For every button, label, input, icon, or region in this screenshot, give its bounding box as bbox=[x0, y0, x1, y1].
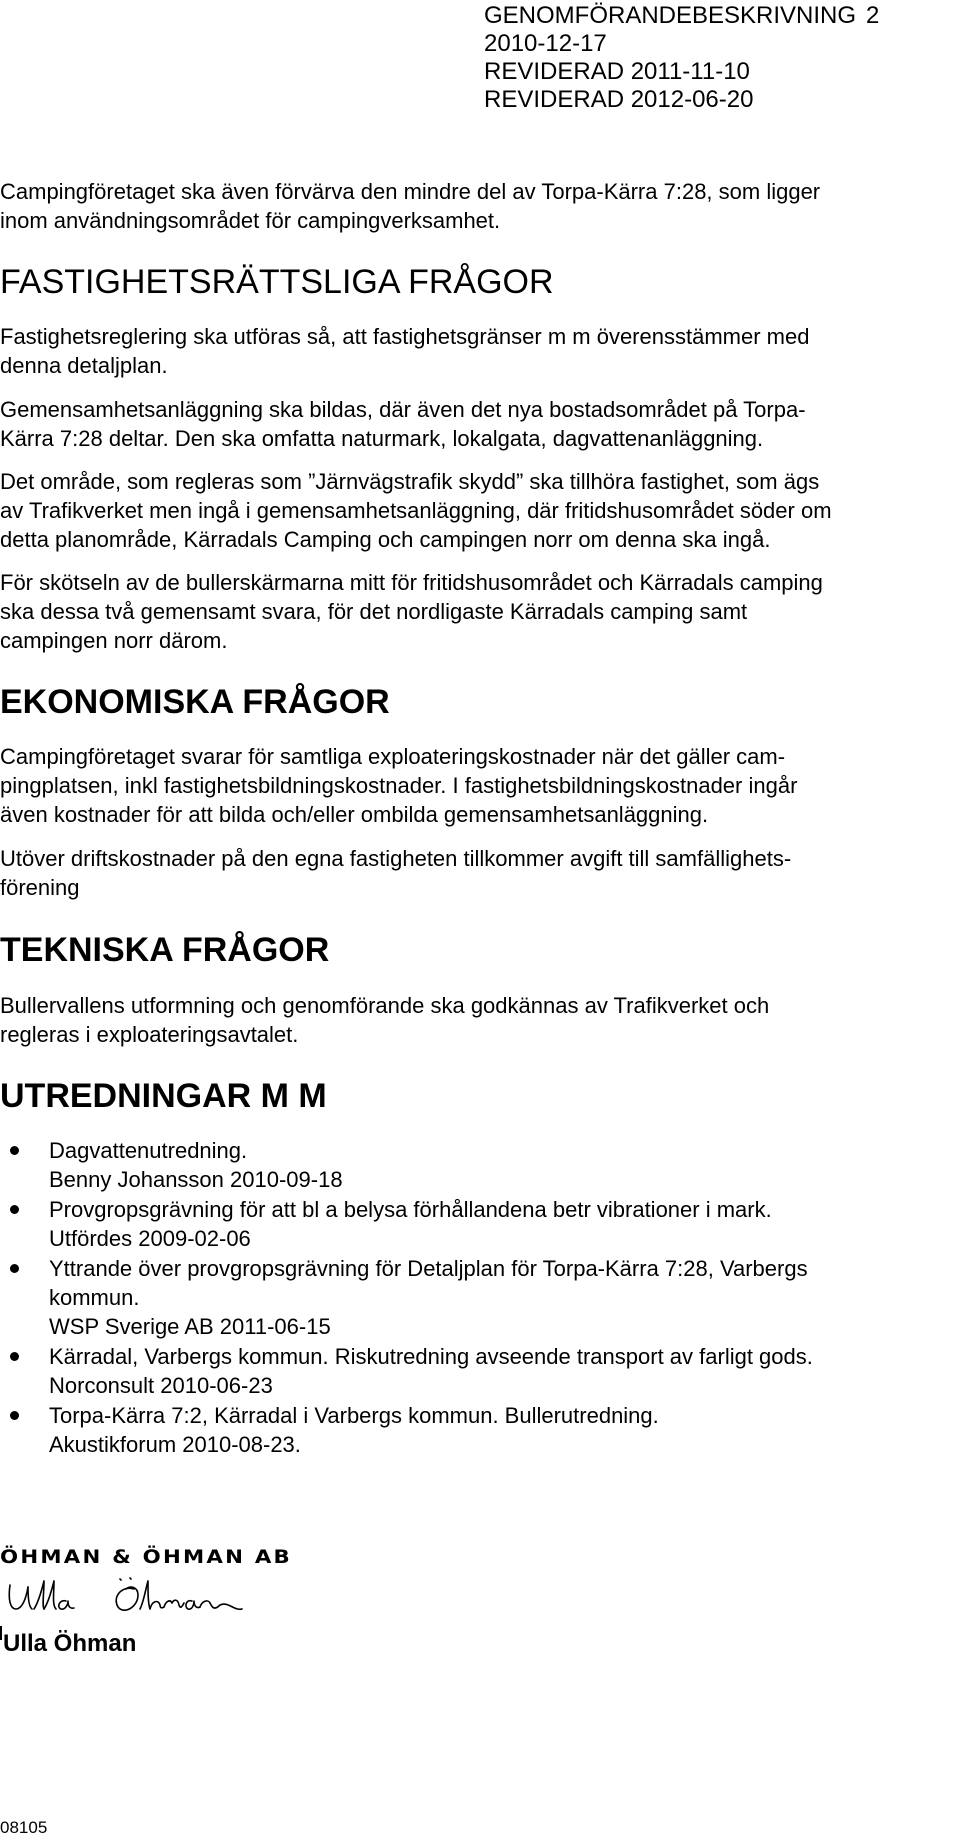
document-header bbox=[484, 2, 880, 30]
text-line: campingen norr därom. bbox=[0, 628, 228, 653]
ekonomi-paragraph-2 bbox=[0, 844, 950, 902]
fastighet-paragraph-3 bbox=[0, 467, 950, 554]
text-line: Det område, som regleras som ”Järnvägstrafik skydd” ska tillhöra fastighet, som ägs bbox=[0, 469, 820, 494]
text-line: Gemensamhetsanläggning ska bildas, där även det nya bostadsområdet på Torpa- bbox=[0, 397, 806, 422]
list-item-source: WSP Sverige AB 2011-06-15 bbox=[49, 1314, 331, 1339]
bullet-icon bbox=[10, 1411, 19, 1420]
document-type: GENOMFÖRANDEBESKRIVNING bbox=[484, 2, 857, 29]
list-item-title: Kärradal, Varbergs kommun. Riskutredning avseende transport av farligt gods. bbox=[49, 1344, 813, 1369]
fastighet-paragraph-4 bbox=[0, 568, 950, 655]
footer-code: 08105 bbox=[0, 1818, 48, 1837]
text-line: förening bbox=[0, 875, 80, 900]
text-line: ska dessa två gemensamt svara, för det nordligaste Kärradals camping samt bbox=[0, 599, 748, 624]
list-item-source: Norconsult 2010-06-23 bbox=[49, 1373, 273, 1398]
text-line: detta planområde, Kärradals Camping och campingen norr om denna ska ingå. bbox=[0, 527, 771, 552]
text-line: Utöver driftskostnader på den egna fastigheten tillkommer avgift till samfällighets- bbox=[0, 846, 792, 871]
signer-name: Ulla Öhman bbox=[3, 1630, 137, 1657]
text-line: pingplatsen, inkl fastighetsbildningskostnader. I fastighetsbildningskostnader ingår bbox=[0, 773, 798, 798]
list-item-source: Utfördes 2009-02-06 bbox=[49, 1226, 251, 1251]
section-heading-fastighet: FASTIGHETSRÄTTSLIGA FRÅGOR bbox=[0, 263, 554, 301]
list-item-title: Torpa-Kärra 7:2, Kärradal i Varbergs kommun. Bullerutredning. bbox=[49, 1403, 659, 1428]
ekonomi-paragraph-1 bbox=[0, 742, 950, 829]
text-line: För skötseln av de bullerskärmarna mitt för fritidshusområdet och Kärradals camping bbox=[0, 570, 823, 595]
section-heading-teknik: TEKNISKA FRÅGOR bbox=[0, 931, 330, 969]
signature-mark bbox=[0, 1626, 2, 1640]
text-line: regleras i exploateringsavtalet. bbox=[0, 1022, 299, 1047]
text-line: Fastighetsreglering ska utföras så, att fastighetsgränser m m överensstämmer med bbox=[0, 324, 810, 349]
list-item-title: Provgropsgrävning för att bl a belysa förhållandena betr vibrationer i mark. bbox=[49, 1197, 772, 1222]
bullet-icon bbox=[10, 1146, 19, 1155]
text-line: av Trafikverket men ingå i gemensamhetsanläggning, där fritidshusområdet söder om bbox=[0, 498, 832, 523]
intro-paragraph bbox=[0, 177, 950, 235]
text-line: Kärra 7:28 deltar. Den ska omfatta naturmark, lokalgata, dagvattenanläggning. bbox=[0, 426, 764, 451]
list-item-title-continued: kommun. bbox=[49, 1285, 140, 1310]
section-heading-utredningar: UTREDNINGAR M M bbox=[0, 1077, 327, 1115]
list-item-source: Akustikforum 2010-08-23. bbox=[49, 1432, 301, 1457]
signature-drawing bbox=[4, 1575, 274, 1627]
text-line: även kostnader för att bilda och/eller ombilda gemensamhetsanläggning. bbox=[0, 802, 709, 827]
svg-text:ÖHMAN & ÖHMAN AB: ÖHMAN & ÖHMAN AB bbox=[0, 1546, 261, 1567]
text-line: Campingföretaget svarar för samtliga exploateringskostnader när det gäller cam- bbox=[0, 744, 786, 769]
fastighet-paragraph-1 bbox=[0, 322, 950, 380]
text-line: inom användningsområdet för campingverksamhet. bbox=[0, 208, 501, 233]
text-line: Campingföretaget ska även förvärva den mindre del av Torpa-Kärra 7:28, som ligger bbox=[0, 179, 821, 204]
bullet-icon bbox=[10, 1205, 19, 1214]
list-item-title: Yttrande över provgropsgrävning för Detaljplan för Torpa-Kärra 7:28, Varbergs bbox=[49, 1256, 808, 1281]
list-item-source: Benny Johansson 2010-09-18 bbox=[49, 1167, 343, 1192]
teknik-paragraph-1 bbox=[0, 991, 950, 1049]
company-logo-wordmark bbox=[0, 1545, 300, 1567]
header-date: 2010-12-17 bbox=[484, 30, 607, 57]
text-line: Bullervallens utformning och genomförande ska godkännas av Trafikverket och bbox=[0, 993, 770, 1018]
bullet-icon bbox=[10, 1352, 19, 1361]
company-logo bbox=[0, 1545, 300, 1572]
header-revision-2: REVIDERAD 2012-06-20 bbox=[484, 86, 754, 113]
bullet-icon bbox=[10, 1264, 19, 1273]
header-revision-1: REVIDERAD 2011-11-10 bbox=[484, 58, 750, 85]
list-item-title: Dagvattenutredning. bbox=[49, 1138, 248, 1163]
fastighet-paragraph-2 bbox=[0, 395, 950, 453]
text-line: denna detaljplan. bbox=[0, 353, 168, 378]
section-heading-ekonomi: EKONOMISKA FRÅGOR bbox=[0, 683, 390, 721]
page-number: 2 bbox=[866, 2, 880, 29]
handwritten-signature bbox=[4, 1575, 274, 1632]
